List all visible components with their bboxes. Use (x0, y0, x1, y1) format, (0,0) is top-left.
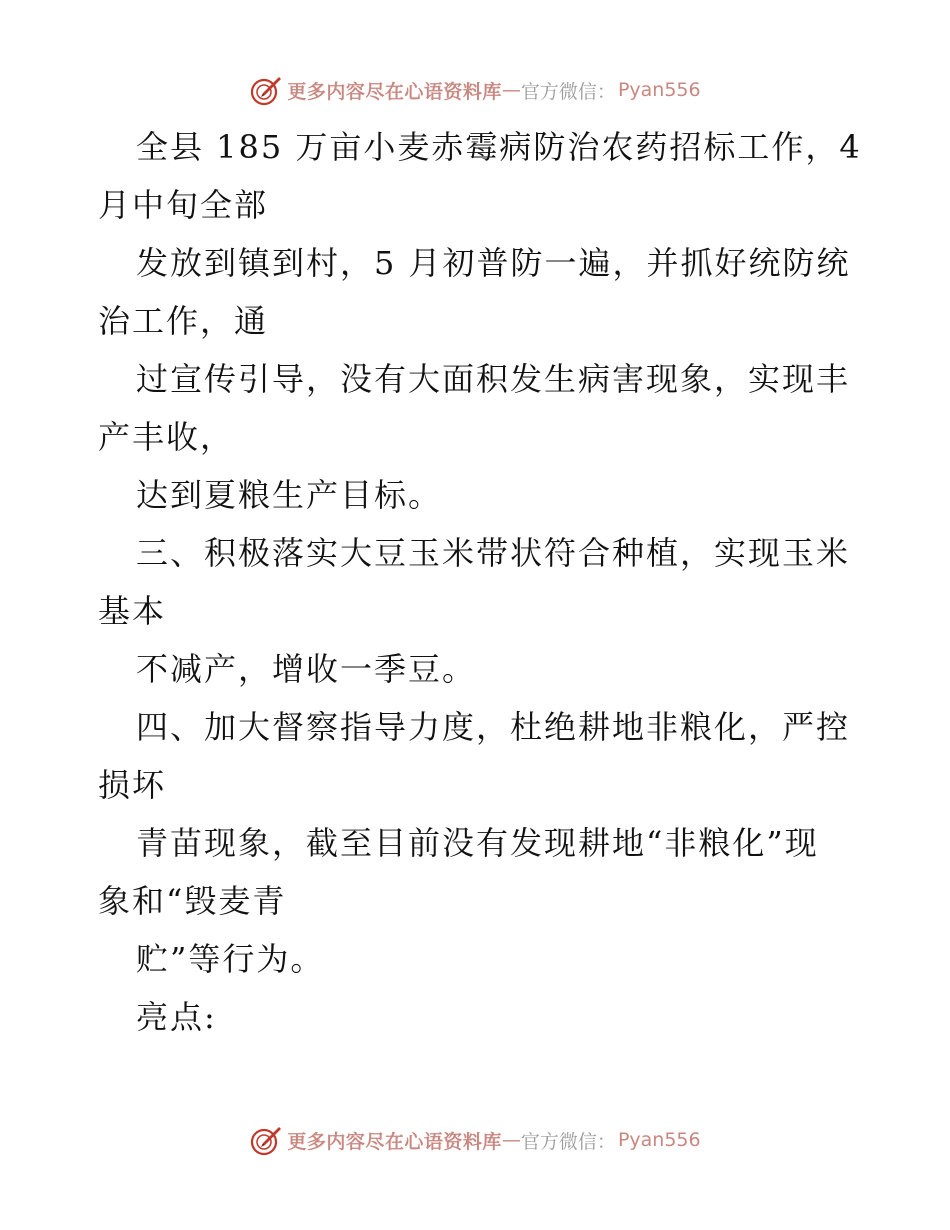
text-line: 基本 (98, 592, 167, 630)
text-line: 产丰收， (98, 418, 235, 456)
watermark-footer (0, 1120, 950, 1160)
text-line: 贮”等行为。 (136, 940, 325, 978)
text-line: 青苗现象，截至目前没有发现耕地“非粮化”现 (136, 824, 819, 862)
text-line: 亮点: (136, 998, 217, 1036)
pen-logo-icon (249, 1123, 283, 1157)
text-line: 治工作，通 (98, 302, 269, 340)
text-line: 月中旬全部 (98, 186, 269, 224)
text-line: 四、加大督察指导力度，杜绝耕地非粮化，严控 (136, 708, 851, 746)
watermark-account: Pyan556 (617, 1129, 701, 1151)
watermark-official-label: 官方微信 (520, 80, 597, 103)
text-line: 全县 185 万亩小麦赤霉病防治农药招标工作，4 (136, 128, 862, 166)
text-line: 不减产，增收一季豆。 (136, 650, 477, 688)
text-line: 象和“毁麦青 (98, 882, 287, 920)
watermark-account: Pyan556 (617, 79, 701, 101)
text-line: 过宣传引导，没有大面积发生病害现象，实现丰 (136, 360, 851, 398)
text-line: 达到夏粮生产目标。 (136, 476, 443, 514)
watermark-dash: — (501, 79, 521, 101)
watermark-brand: 更多内容尽在心语资料库 (287, 1130, 502, 1153)
watermark-colon: ： (596, 80, 616, 103)
text-line: 损坏 (98, 766, 167, 804)
text-line: 发放到镇到村，5 月初普防一遍，并抓好统防统 (136, 244, 851, 282)
watermark-official-label: 官方微信 (520, 1130, 597, 1153)
pen-logo-icon (249, 73, 283, 107)
text-line: 三、积极落实大豆玉米带状符合种植，实现玉米 (136, 534, 851, 572)
watermark-header (0, 70, 950, 110)
document-body (98, 118, 862, 1046)
watermark-dash: — (501, 1129, 521, 1151)
watermark-colon: ： (596, 1130, 616, 1153)
watermark-brand: 更多内容尽在心语资料库 (287, 80, 502, 103)
